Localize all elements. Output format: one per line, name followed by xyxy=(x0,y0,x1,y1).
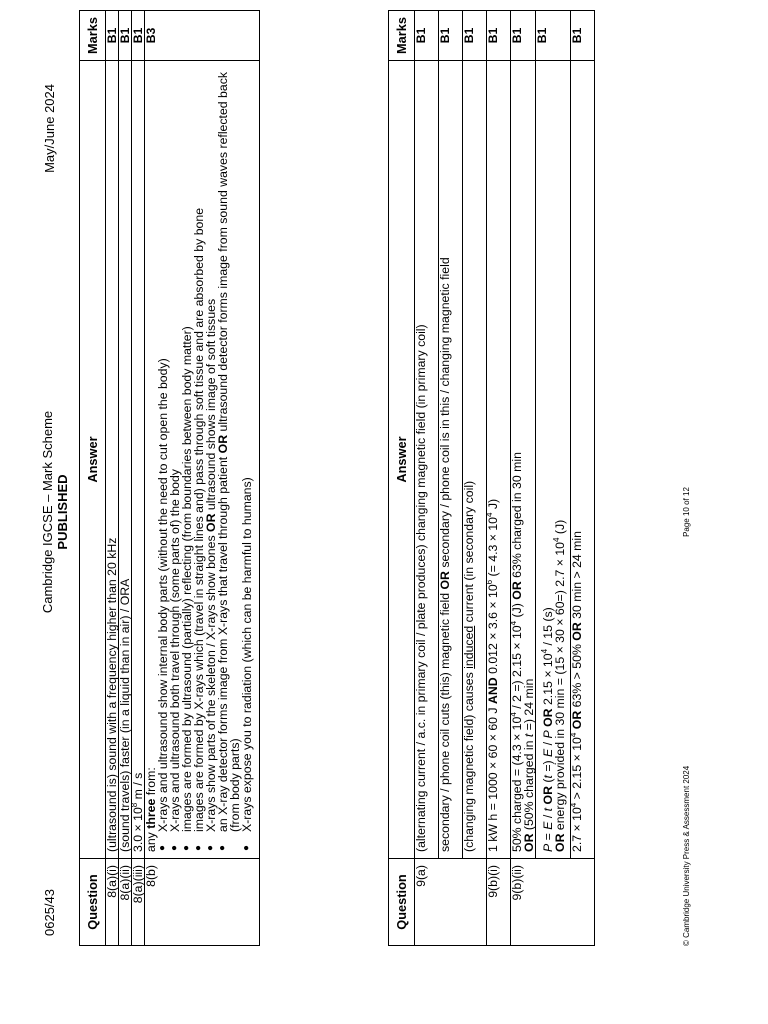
title-line: Cambridge IGCSE – Mark Scheme xyxy=(40,410,55,614)
header-row xyxy=(80,11,106,946)
italic-variable: E xyxy=(541,748,555,757)
or-keyword: OR xyxy=(510,581,524,600)
answer-text: (J) xyxy=(510,599,524,621)
table-row xyxy=(439,11,463,946)
table-row xyxy=(106,11,119,946)
answer-text: current (in secondary coil) xyxy=(462,480,476,626)
answer-cell: (ultrasound is) sound with a frequency higher than 20 kHz xyxy=(106,61,119,859)
marks-cell: B1 xyxy=(132,11,145,61)
answer-text: > 2.15 × 10 xyxy=(570,737,584,803)
answer-text: 2.15 × 10 xyxy=(541,653,555,709)
marks-cell: B1 xyxy=(119,11,132,61)
marks-cell: B3 xyxy=(145,11,260,61)
exponent: 4 xyxy=(484,512,494,517)
exponent: 6 xyxy=(484,579,494,585)
answer-text: (J) xyxy=(553,519,567,538)
question-cell: 9(a) xyxy=(415,859,487,946)
answer-cell xyxy=(129,61,145,859)
underlined-keyword: induced xyxy=(462,625,476,669)
point-text: ultrasound detector forms image from sound waves reflected back (from body parts) xyxy=(216,71,242,832)
intro-text: any xyxy=(144,828,158,852)
answer-text: 0.012 × 3.6 × 10 xyxy=(486,584,500,678)
marking-point xyxy=(217,67,241,852)
question-cell: 8(a)(ii) xyxy=(119,859,132,946)
answer-cell: (alternating current / a.c. in primary coil / plate produces) changing magnetic field (in primary coil) xyxy=(415,61,439,859)
answer-unit: m / s xyxy=(131,772,145,803)
marks-cell: B1 xyxy=(463,11,487,61)
exponent: 4 xyxy=(568,802,578,808)
table-row xyxy=(132,11,145,946)
marking-point xyxy=(241,67,253,852)
answer-cell xyxy=(508,61,536,859)
marks-header: Marks xyxy=(80,11,106,61)
or-keyword: OR xyxy=(553,833,567,852)
header-row xyxy=(389,11,415,946)
answer-text: secondary / phone coil cuts (this) magnetic field xyxy=(438,589,452,852)
exponent: 4 xyxy=(551,537,561,542)
point-text: ultrasound shows image of soft tissues xyxy=(204,298,218,511)
answer-line xyxy=(551,67,567,852)
exponent: 4 xyxy=(539,648,549,654)
answer-text: ( xyxy=(541,778,555,787)
answer-text: 30 min > 24 min xyxy=(570,531,584,623)
or-keyword: OR xyxy=(438,571,452,590)
answer-text: 1 kW h = 1000 × 60 × 60 J xyxy=(486,703,500,852)
point-text: images are formed by X-rays which (travel in straight lines and) pass through soft tissue and are absorbed by bone xyxy=(192,207,206,832)
published-label: PUBLISHED xyxy=(55,474,70,550)
page-number: Page 10 of 12 xyxy=(682,487,691,537)
point-text: X-rays show parts of the skeleton / X-rays show bones xyxy=(204,535,218,832)
table-row xyxy=(487,11,511,946)
exponent: 8 xyxy=(129,802,139,808)
italic-variable: t xyxy=(522,733,536,738)
or-keyword: OR xyxy=(204,513,218,532)
italic-variable: P xyxy=(541,730,555,739)
table-row xyxy=(511,11,536,946)
answer-text: / 15 (s) xyxy=(541,607,555,649)
table-row xyxy=(415,11,439,946)
exam-session: May/June 2024 xyxy=(42,84,57,173)
marks-cell: B1 xyxy=(439,11,463,61)
answer-text: =) 24 min xyxy=(522,678,536,734)
exponent: 4 xyxy=(508,620,518,626)
or-keyword: OR xyxy=(570,710,584,730)
answer-header: Answer xyxy=(80,61,106,859)
or-keyword: OR xyxy=(216,434,230,454)
marks-cell: B1 xyxy=(536,11,571,61)
question-cell: 8(b) xyxy=(145,859,260,946)
answer-text: (changing magnetic field) causes xyxy=(462,668,476,852)
copyright-notice: © Cambridge University Press & Assessment 2024 xyxy=(682,765,691,946)
syllabus-code: 0625/43 xyxy=(42,889,57,936)
answer-header: Answer xyxy=(389,61,415,859)
table-row xyxy=(463,11,487,946)
answer-cell xyxy=(484,61,511,859)
answer-text: 50% charged = (4.3 × 10 xyxy=(510,716,524,852)
question-cell: 9(b)(i) xyxy=(487,859,511,946)
italic-variable: t xyxy=(541,775,555,779)
answer-cell: (sound travels) faster (in a liquid than in air) / ORA xyxy=(119,61,132,859)
italic-variable: P xyxy=(541,843,555,852)
table-row xyxy=(571,11,595,946)
answer-text: =) xyxy=(541,756,555,776)
or-keyword: OR xyxy=(522,833,536,852)
answer-text: (50% charged in xyxy=(522,737,536,834)
marking-points-list xyxy=(157,67,253,852)
answer-text: 63% charged in 30 min xyxy=(510,452,524,582)
point-text: X-rays expose you to radiation (which can be harmful to humans) xyxy=(240,477,254,832)
answer-text: / 2 =) 2.15 × 10 xyxy=(510,625,524,713)
italic-variable: t xyxy=(541,807,555,812)
question-cell: 9(b)(ii) xyxy=(511,859,595,946)
marks-cell: B1 xyxy=(415,11,439,61)
answer-cell xyxy=(145,61,260,859)
exponent: 4 xyxy=(568,732,578,738)
answer-text: J) xyxy=(486,498,500,513)
answer-cell xyxy=(536,61,571,859)
mark-scheme-table-q9 xyxy=(388,10,595,946)
marks-cell: B1 xyxy=(487,11,511,61)
and-keyword: AND xyxy=(486,677,500,704)
marks-cell: B1 xyxy=(511,11,536,61)
question-header: Question xyxy=(80,859,106,946)
answer-text: secondary / phone coil is in this / changing magnetic field xyxy=(438,257,452,572)
or-keyword: OR xyxy=(541,708,555,727)
question-header: Question xyxy=(389,859,415,946)
table-row xyxy=(145,11,260,946)
answer-text: 3.0 × 10 xyxy=(131,807,145,852)
marks-cell: B1 xyxy=(106,11,119,61)
answer-text: energy provided in 30 min = (15 × 30 × 60=) 2.7 × 10 xyxy=(553,541,567,834)
answer-text: 63% > 50% xyxy=(570,640,584,711)
or-keyword: OR xyxy=(541,786,555,805)
question-cell: 8(a)(iii) xyxy=(132,859,145,946)
answer-text: = xyxy=(541,829,555,844)
point-text: images are formed by ultrasound (partially) reflecting (from boundaries between body matter) xyxy=(180,326,194,832)
marks-header: Marks xyxy=(389,11,415,61)
mark-scheme-table-q8 xyxy=(79,10,260,946)
answer-text xyxy=(570,729,584,732)
intro-text: from: xyxy=(144,767,158,799)
answer-text: 2.7 × 10 xyxy=(570,807,584,852)
table-row xyxy=(536,11,571,946)
exponent: 4 xyxy=(508,712,518,717)
answer-text: / xyxy=(541,811,555,822)
answer-text: (= 4.3 × 10 xyxy=(486,516,500,580)
intro-emphasis: three xyxy=(144,798,158,829)
answer-line xyxy=(523,67,535,852)
answer-cell xyxy=(439,61,463,859)
italic-variable: E xyxy=(541,821,555,830)
answer-cell xyxy=(568,61,595,859)
point-text: X-rays and ultrasound both travel through (some parts of) the body xyxy=(168,469,182,832)
answer-cell xyxy=(463,61,487,859)
question-cell: 8(a)(i) xyxy=(106,859,119,946)
answer-text: / xyxy=(541,738,555,749)
or-keyword: OR xyxy=(570,622,584,641)
marks-cell: B1 xyxy=(571,11,595,61)
point-text: X-rays and ultrasound show internal body parts (without the need to cut open the body) xyxy=(156,358,170,832)
point-text: an X-ray detector forms image from X-rays that travel through patient xyxy=(216,456,230,832)
